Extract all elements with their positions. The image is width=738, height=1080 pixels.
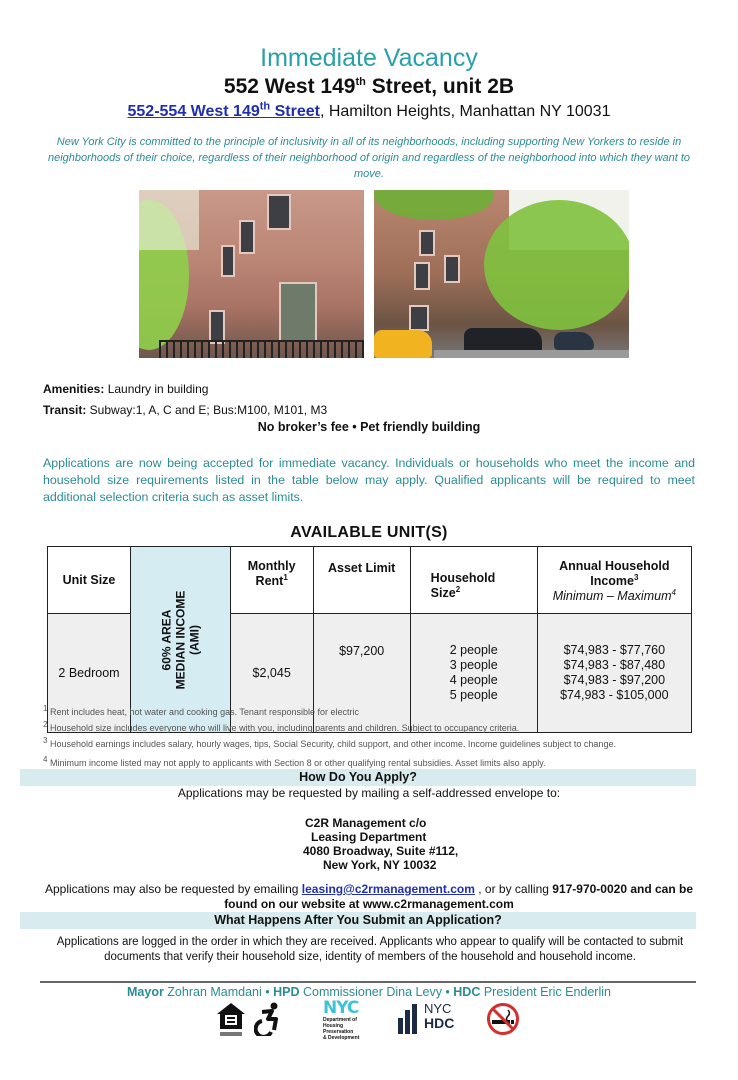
ami-line: MEDIAN INCOME [173,590,188,689]
mayor-label: Mayor [127,985,164,999]
hpd-caption: Housing Preservation [323,1023,354,1035]
window [414,262,430,290]
phone-and-website: 917-970-0020 and can be found on our website at www.c2rmanagement.com [224,882,694,911]
ami-label [159,590,201,689]
transit [43,402,327,418]
after-submit-heading: What Happens After You Submit an Application? [20,912,696,929]
hdc-text: HDC [424,1015,455,1031]
hdc-nyc-text: NYC [424,1001,452,1016]
income-range: $74,983 - $87,480 [563,658,666,672]
header-unit-size: Unit Size [48,547,131,614]
building-photo-facade [139,190,364,358]
transit-value: Subway:1, A, C and E; Bus:M100, M101, M3 [86,403,328,417]
building-address [0,102,738,122]
address-line: 4080 Broadway, Suite #112, [303,844,459,858]
footnote [43,754,695,769]
household-size: 5 people [449,688,498,702]
equal-housing-opportunity-icon [216,1002,246,1038]
footnote-number: 1 [43,704,48,713]
sky [139,190,199,250]
door [209,310,225,344]
applications-intro: Applications are now being accepted for immediate vacancy. Individuals or households who meet the income and household size requirements listed in the table below may apply. Qualified applicants will be required to meet additional selection criteria such as asset limits. [43,456,695,504]
header-income [537,547,691,614]
nyc-hpd-logo [323,1000,373,1041]
address-line: C2R Management c/o [305,816,427,830]
address-line: Leasing Department [311,830,427,844]
hdc-label: HDC [453,985,481,999]
window [444,255,460,283]
footnote [43,703,695,718]
address-main: 552 West 149 [223,75,356,98]
ami-line: (AMI) [187,624,202,655]
hpd-caption: & Development [323,1035,360,1041]
header-text: Annual Household Income [559,559,670,589]
income-range: $74,983 - $105,000 [560,688,669,702]
ami-line: 60% AREA [159,609,174,670]
officials-line [0,985,738,999]
address-rest: Street, unit 2B [365,75,515,98]
hpd-name: Commissioner Dina Levy • [299,985,454,999]
amenities-label: Amenities: [43,382,105,396]
building-photo-street [374,190,629,358]
header-text: Rent [255,574,284,589]
window [409,305,429,331]
header-monthly-rent [230,547,313,614]
header-text: Household [430,571,496,586]
window [267,194,291,230]
email-prefix: Applications may also be requested by emailing [44,882,302,896]
cell-unit-size: 2 Bedroom [48,614,131,733]
household-size: 4 people [449,673,498,687]
footnote-text: Minimum income listed may not apply to applicants with Section 8 or other qualifying rental subsidies. Asset limits also apply. [49,758,546,768]
mailing-address [0,816,738,872]
email-link[interactable]: leasing@c2rmanagement.com [301,882,475,896]
parked-car [554,332,594,350]
footnote-ref: 2 [455,585,461,595]
highlights: No broker’s fee • Pet friendly building [257,420,481,434]
after-submit-text: Applications are logged in the order in which they are received. Applicants who appear to qualify will be contacted to submit documents that verify their household size, identity of members of the household and household income. [56,936,684,963]
footnote-text: Rent includes heat, hot water and cooking gas. Tenant responsible for electric [49,707,359,717]
household-size: 2 people [449,643,498,657]
footer-logos [0,1000,738,1040]
footnote-ref: 4 [671,588,676,598]
page-title: Immediate Vacancy [260,44,478,72]
amenities-value: Laundry in building [104,382,209,396]
tree-foliage [484,200,629,330]
units-table-title: AVAILABLE UNIT(S) [290,524,448,541]
footnote-text: Household earnings includes salary, hourly wages, tips, Social Security, child support, and other income. Income guidelines subject to change. [49,739,616,749]
window [419,230,435,256]
hpd-label: HPD [273,985,300,999]
street [434,350,629,358]
inclusivity-statement: New York City is committed to the principle of inclusivity in all of its neighborhoods, including supporting New Yorkers to reside in neighborhoods of their choice, regardless of their neighborhood of origin and regardless of the neighborhood into which they want to move. [47,136,691,180]
email-suffix: , or by calling [474,882,553,896]
table-header-row [48,547,692,614]
address-superscript: th [355,76,366,88]
header-asset-limit: Asset Limit [313,547,410,614]
nyc-hdc-logo [398,1002,458,1034]
header-household-size [410,547,537,614]
window [221,245,235,277]
mayor-name: Zohran Mamdani • [163,985,274,999]
footnotes [43,703,695,770]
address-line: New York, NY 10032 [323,858,437,872]
household-size: 3 people [449,658,498,672]
buildings-icon [398,1004,418,1034]
footnote-text: Household size includes everyone who will live with you, including parents and children. Subject to occupancy criteria. [49,723,520,733]
header-text: Size [430,586,456,601]
footnote-number: 2 [43,720,48,729]
mail-instructions: Applications may be requested by mailing a self-addressed envelope to: [177,786,561,800]
yellow-taxi [374,330,432,358]
cell-asset-limit: $97,200 [313,614,410,733]
nyc-hpd-wordmark: NYC [323,998,359,1018]
divider [40,981,696,983]
footnote-number: 3 [43,736,48,745]
link-rest: Street [270,103,320,120]
tree-foliage [374,190,494,220]
header-subtext: Minimum – Maximum [552,589,672,604]
amenities [43,381,208,397]
header-text: Monthly [247,559,296,573]
no-smoking-icon [486,1002,520,1036]
link-superscript: th [259,100,271,113]
footnote [43,719,695,734]
window [239,220,255,254]
email-phone-instructions [38,882,700,912]
income-range: $74,983 - $77,760 [563,643,666,657]
footnote-number: 4 [43,755,48,764]
footnote-ref: 3 [633,573,639,582]
accessibility-icon [254,1002,282,1036]
unit-address [0,74,738,100]
link-main: 552-554 West 149 [127,103,260,120]
how-to-apply-heading: How Do You Apply? [20,769,696,786]
transit-label: Transit: [43,403,87,417]
window [279,282,317,342]
neighborhood-text: , Hamilton Heights, Manhattan NY 10031 [319,103,611,120]
building-address-link[interactable] [127,100,320,120]
hpd-caption: Department of [323,1017,357,1023]
iron-fence [159,340,364,358]
cell-monthly-rent: $2,045 [230,614,313,733]
footnote-ref: 1 [283,573,288,582]
income-range: $74,983 - $97,200 [563,673,666,687]
footnote [43,735,695,750]
hdc-name: President Eric Enderlin [480,985,611,999]
